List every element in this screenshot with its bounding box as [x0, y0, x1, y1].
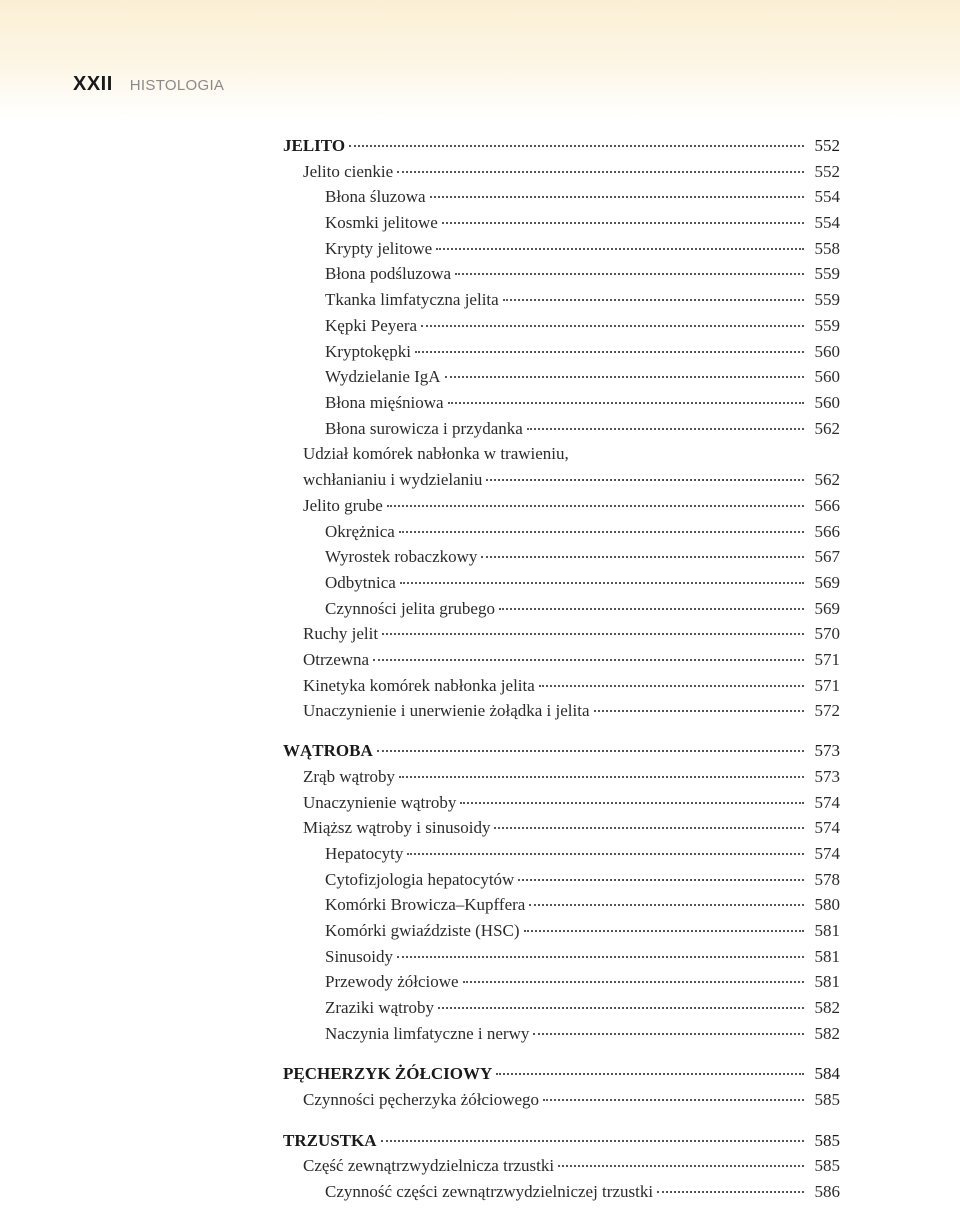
- toc-subentry[interactable]: Cytofizjologia hepatocytów 578: [325, 869, 840, 889]
- toc-subentry[interactable]: Wydzielanie IgA 560: [325, 367, 840, 387]
- toc-entry[interactable]: Miąższ wątroby i sinusoidy 574: [303, 818, 840, 838]
- toc-subentry[interactable]: Kępki Peyera 559: [325, 315, 840, 335]
- toc-entry[interactable]: Ruchy jelit 570: [303, 624, 840, 644]
- toc-subentry[interactable]: Czynności jelita grubego 569: [325, 598, 840, 618]
- toc-subentry[interactable]: Błona podśluzowa 559: [325, 264, 840, 284]
- toc-subentry[interactable]: Przewody żółciowe 581: [325, 972, 840, 992]
- toc-subentry[interactable]: Hepatocyty 574: [325, 843, 840, 863]
- toc-chapter-jelito[interactable]: JELITO 552: [283, 136, 840, 155]
- toc-entry[interactable]: Unaczynienie wątroby 574: [303, 792, 840, 812]
- toc-subentry[interactable]: Kryptokępki 560: [325, 341, 840, 361]
- book-title: HISTOLOGIA: [129, 77, 225, 94]
- toc-entry[interactable]: Czynności pęcherzyka żółciowego 585: [303, 1090, 840, 1110]
- toc-entry[interactable]: wchłanianiu i wydzielaniu 562: [303, 470, 840, 490]
- toc-entry-first-line[interactable]: Udział komórek nabłonka w trawieniu,: [303, 444, 569, 464]
- toc-chapter-trzustka[interactable]: TRZUSTKA 585: [283, 1130, 840, 1150]
- toc-entry[interactable]: Jelito cienkie 552: [303, 161, 840, 181]
- toc-entry[interactable]: Zrąb wątroby 573: [303, 766, 840, 786]
- toc-subentry[interactable]: Błona śluzowa 554: [325, 187, 840, 207]
- toc-subentry[interactable]: Wyrostek robaczkowy 567: [325, 547, 840, 567]
- toc-entry[interactable]: Unaczynienie i unerwienie żołądka i jelita 572: [303, 701, 840, 721]
- toc-subentry[interactable]: Czynność części zewnątrzwydzielniczej trzustki 586: [325, 1182, 840, 1202]
- toc-subentry[interactable]: Okrężnica 566: [325, 521, 840, 541]
- page-number: XXII: [73, 73, 113, 95]
- toc-subentry[interactable]: Sinusoidy 581: [325, 946, 840, 966]
- toc-entry[interactable]: Część zewnątrzwydzielnicza trzustki 585: [303, 1156, 840, 1176]
- toc-subentry[interactable]: Krypty jelitowe 558: [325, 238, 840, 258]
- toc-subentry[interactable]: Kosmki jelitowe 554: [325, 213, 840, 233]
- toc-chapter-pecherzyk-zolciowy[interactable]: PĘCHERZYK ŻÓŁCIOWY 584: [283, 1064, 840, 1084]
- table-of-contents: [283, 136, 840, 1208]
- toc-subentry[interactable]: Tkanka limfatyczna jelita 559: [325, 290, 840, 310]
- toc-subentry[interactable]: Naczynia limfatyczne i nerwy 582: [325, 1023, 840, 1043]
- toc-subentry[interactable]: Błona surowicza i przydanka 562: [325, 418, 840, 438]
- toc-subentry[interactable]: Komórki gwiaździste (HSC) 581: [325, 920, 840, 940]
- toc-subentry[interactable]: Komórki Browicza–Kupffera 580: [325, 895, 840, 915]
- toc-subentry[interactable]: Błona mięśniowa 560: [325, 392, 840, 412]
- toc-entry[interactable]: Kinetyka komórek nabłonka jelita 571: [303, 675, 840, 695]
- toc-entry[interactable]: Jelito grube 566: [303, 495, 840, 515]
- running-head: [73, 73, 224, 96]
- toc-subentry[interactable]: Zraziki wątroby 582: [325, 998, 840, 1017]
- toc-subentry[interactable]: Odbytnica 569: [325, 573, 840, 592]
- toc-entry[interactable]: Otrzewna 571: [303, 650, 840, 670]
- toc-chapter-watroba[interactable]: WĄTROBA 573: [283, 741, 840, 761]
- header-band: [0, 0, 960, 118]
